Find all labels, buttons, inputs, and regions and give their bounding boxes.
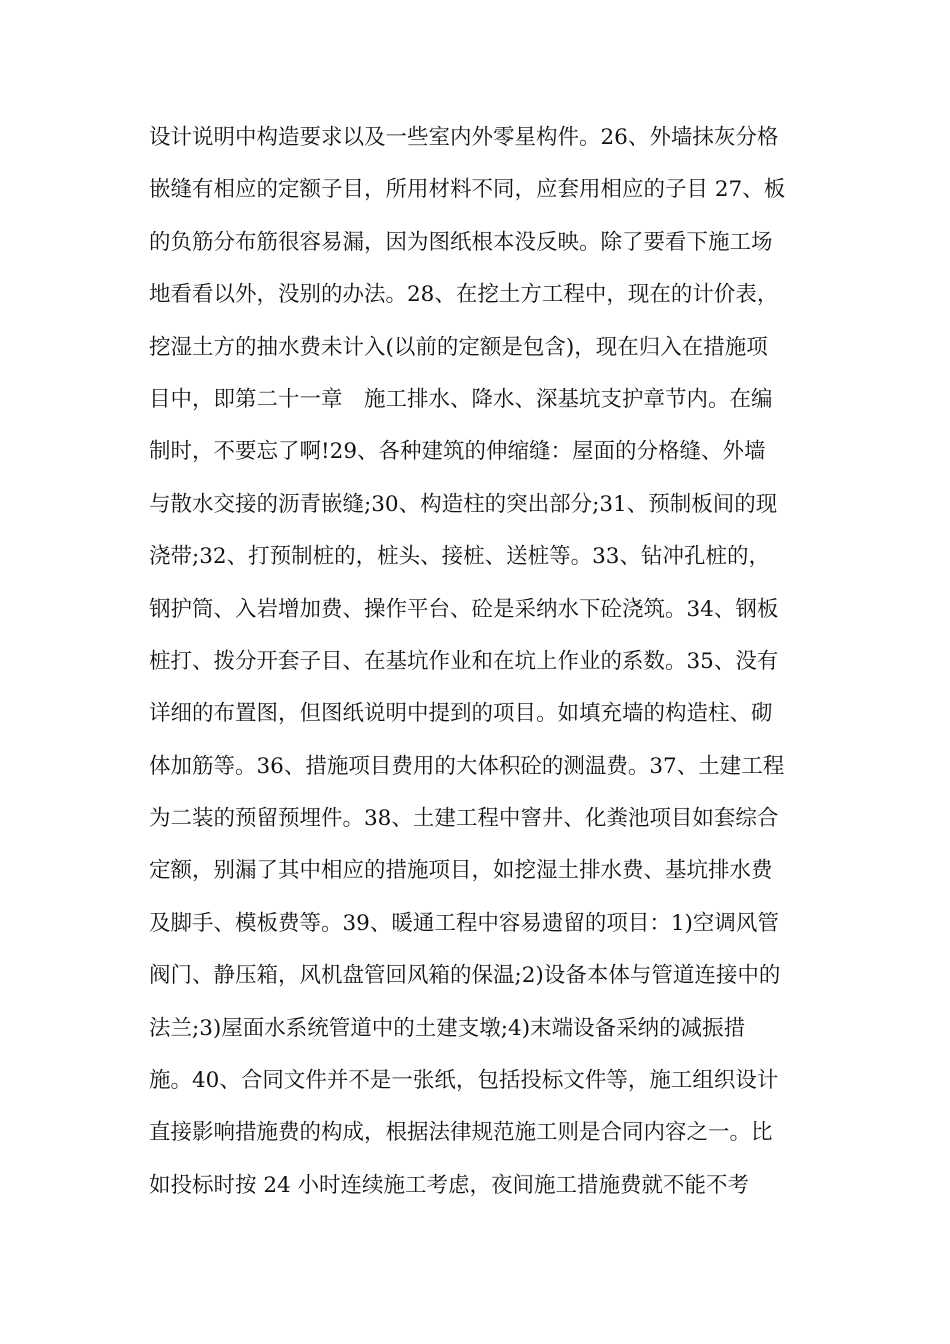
text-line: 法兰;3)屋面水系统管道中的土建支墩;4)末端设备采纳的减振措 [149,1015,746,1041]
text-line: 详细的布置图，但图纸说明中提到的项目。如填充墙的构造柱、砌 [149,701,773,727]
text-line: 制时，不要忘了啊!29、各种建筑的伸缩缝：屋面的分格缝、外墙 [149,439,766,465]
text-line: 浇带;32、打预制桩的，桩头、接桩、送桩等。33、钻冲孔桩的， [149,544,770,570]
text-line: 定额，别漏了其中相应的措施项目，如挖湿土排水费、基坑排水费 [149,858,773,884]
document-body [149,119,809,1219]
text-line: 直接影响措施费的构成，根据法律规范施工则是合同内容之一。比 [149,1120,773,1146]
text-line: 嵌缝有相应的定额子目，所用材料不同，应套用相应的子目 27、板 [149,177,786,203]
text-line: 与散水交接的沥青嵌缝;30、构造柱的突出部分;31、预制板间的现 [149,491,778,517]
text-line: 阀门、静压箱，风机盘管回风箱的保温;2)设备本体与管道连接中的 [149,963,781,989]
text-line: 如投标时按 24 小时连续施工考虑，夜间施工措施费就不能不考 [149,1172,750,1198]
text-line: 目中，即第二十一章 施工排水、降水、深基坑支护章节内。在编 [149,386,773,412]
text-line: 及脚手、模板费等。39、暖通工程中容易遗留的项目：1)空调风管 [149,910,779,936]
text-line: 桩打、拨分开套子目、在基坑作业和在坑上作业的系数。35、没有 [149,648,779,674]
text-line: 地看看以外，没别的办法。28、在挖土方工程中，现在的计价表， [149,282,779,308]
text-line: 钢护筒、入岩增加费、操作平台、砼是采纳水下砼浇筑。34、钢板 [149,596,779,622]
text-line: 的负筋分布筋很容易漏，因为图纸根本没反映。除了要看下施工场 [149,229,773,255]
text-line: 为二装的预留预埋件。38、土建工程中窨井、化粪池项目如套综合 [149,806,779,832]
text-line: 挖湿土方的抽水费未计入(以前的定额是包含)，现在归入在措施项 [149,334,768,360]
text-line: 设计说明中构造要求以及一些室内外零星构件。26、外墙抹灰分格 [149,125,779,150]
text-line: 体加筋等。36、措施项目费用的大体积砼的测温费。37、土建工程 [149,753,785,779]
text-line: 施。40、合同文件并不是一张纸，包括投标文件等，施工组织设计 [149,1068,779,1094]
